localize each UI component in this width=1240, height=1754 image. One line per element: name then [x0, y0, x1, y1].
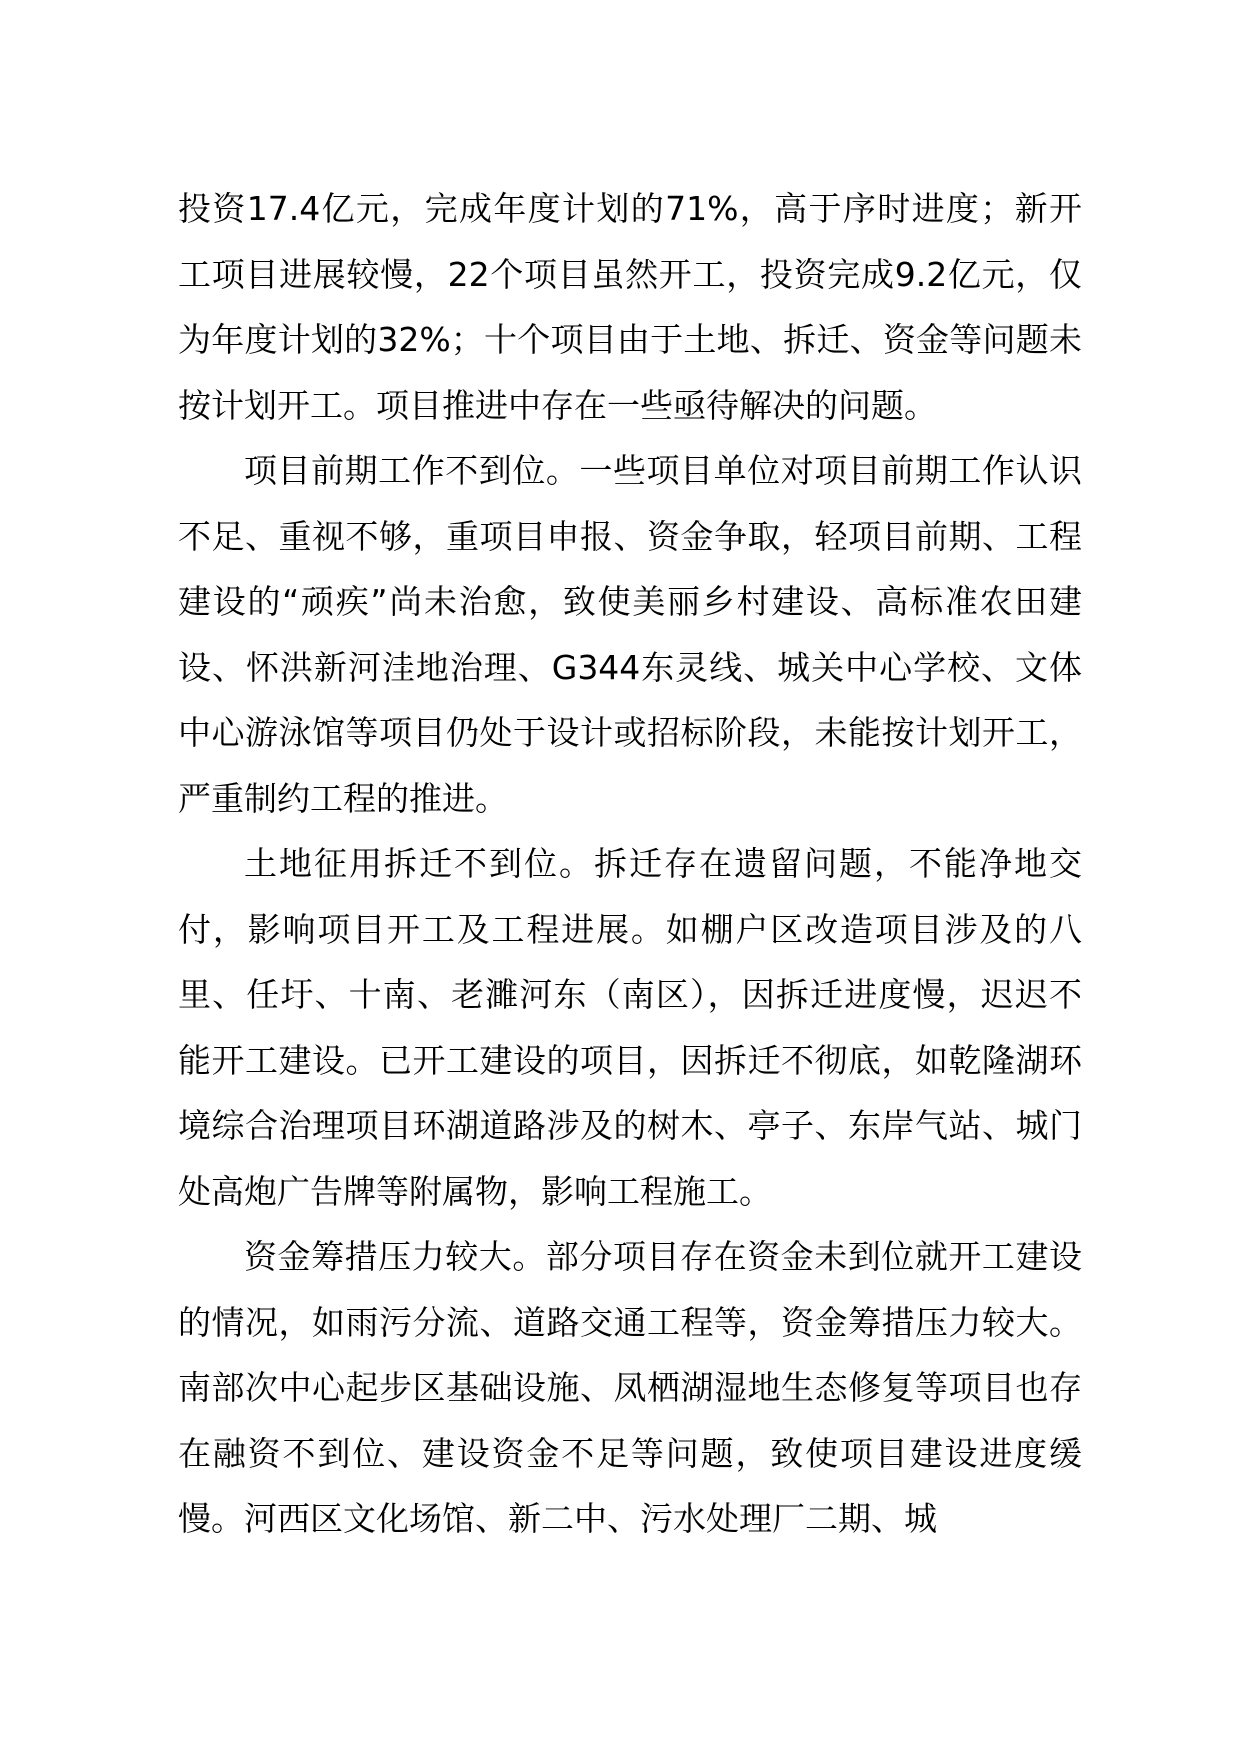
- paragraph-funding-pressure: 资金筹措压力较大。部分项目存在资金未到位就开工建设的情况，如雨污分流、道路交通工程等，资金筹措压力较大。南部次中心起步区基础设施、凤栖湖湿地生态修复等项目也存在融资不到位、建设资金不足等问题，致使项目建设进度缓慢。河西区文化场馆、新二中、污水处理厂二期、城: [178, 1237, 1082, 1538]
- paragraph-project-preliminary-work: 项目前期工作不到位。一些项目单位对项目前期工作认识不足、重视不够，重项目申报、资金争取，轻项目前期、工程建设的“顽疾”尚未治愈，致使美丽乡村建设、高标准农田建设、怀洪新河洼地治理、G344东灵线、城关中心学校、文体中心游泳馆等项目仍处于设计或招标阶段，未能按计划开工，严重制约工程的推进。: [178, 451, 1082, 818]
- document-body: [178, 176, 1082, 1552]
- paragraph-land-demolition: 土地征用拆迁不到位。拆迁存在遗留问题，不能净地交付，影响项目开工及工程进展。如棚户区改造项目涉及的八里、任圩、十南、老濉河东（南区），因拆迁进度慢，迟迟不能开工建设。已开工建设的项目，因拆迁不彻底，如乾隆湖环境综合治理项目环湖道路涉及的树木、亭子、东岸气站、城门处高炮广告牌等附属物，影响工程施工。: [178, 844, 1082, 1211]
- paragraph-continuation: 投资17.4亿元，完成年度计划的71%，高于序时进度；新开工项目进展较慢，22个项目虽然开工，投资完成9.2亿元，仅为年度计划的32%；十个项目由于土地、拆迁、资金等问题未按计划开工。项目推进中存在一些亟待解决的问题。: [178, 189, 1082, 425]
